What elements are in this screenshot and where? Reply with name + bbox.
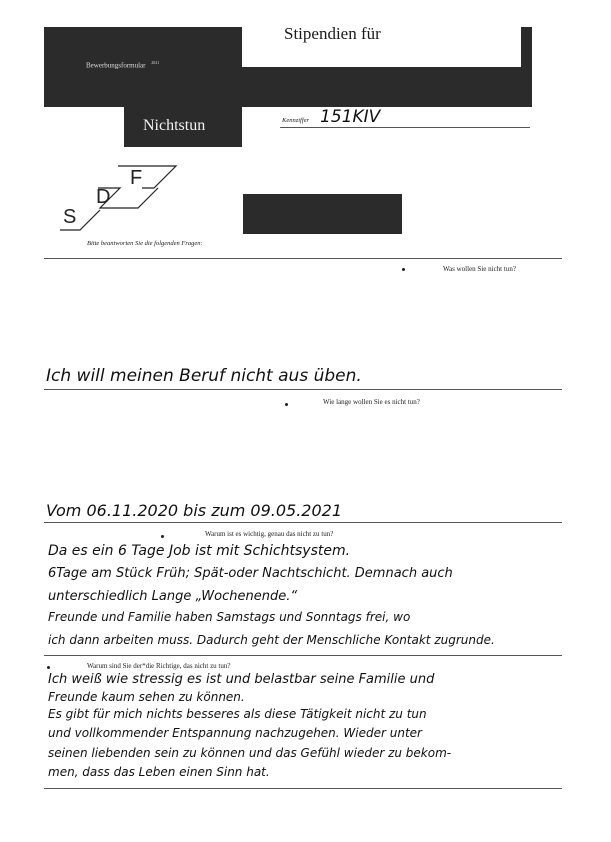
header-tab-right (521, 27, 532, 67)
logo-letter-s: S (63, 206, 77, 228)
answer-4-line-3: Es gibt für mich nichts besseres als diese Tätigkeit nicht zu tun (48, 707, 427, 721)
id-value: 151KIV (320, 107, 381, 127)
answer-4-line-1: Ich weiß wie stressig es ist und belastbar seine Familie und (48, 672, 435, 687)
answer-line (44, 788, 562, 789)
answer-4-line-6: men, dass das Leben einen Sinn hat. (48, 765, 270, 779)
redaction-block (243, 194, 402, 234)
sdf-logo (60, 160, 190, 240)
id-label: Kennziffer (282, 117, 310, 124)
logo-letter-f: F (130, 167, 143, 189)
question-4: Warum sind Sie der*die Richtige, das nicht zu tun? (87, 662, 231, 670)
answer-2-line-1: Vom 06.11.2020 bis zum 09.05.2021 (46, 501, 343, 520)
bullet (161, 535, 164, 538)
bullet (285, 403, 288, 406)
answer-line (44, 522, 562, 523)
answer-3-line-3: unterschiedlich Lange „Wochenende.“ (48, 589, 298, 604)
answer-line (44, 655, 562, 656)
answer-3-line-1: Da es ein 6 Tage Job ist mit Schichtsystem. (48, 543, 351, 559)
question-1: Was wollen Sie nicht tun? (443, 265, 516, 273)
form-label: Bewerbungsformular $^{2021}$ (86, 60, 160, 70)
header-block-right (242, 67, 532, 107)
question-3: Warum ist es wichtig, genau das nicht zu tun? (205, 530, 334, 538)
question-2: Wie lange wollen Sie es nicht tun? (323, 398, 420, 406)
answer-3-line-5: ich dann arbeiten muss. Dadurch geht der Menschliche Kontakt zugrunde. (48, 633, 495, 647)
bullet (402, 268, 405, 271)
intro-text: Bitte beantworten Sie die folgenden Fragen: (87, 240, 203, 247)
divider (44, 258, 562, 259)
answer-line (44, 389, 562, 390)
form-year: 2021 (151, 60, 160, 65)
bullet (47, 666, 50, 669)
answer-3-line-4: Freunde und Familie haben Samstags und Sonntags frei, wo (48, 610, 411, 624)
answer-4-line-5: seinen liebenden sein zu können und das Gefühl wieder zu bekom- (48, 746, 452, 760)
answer-4-line-4: und vollkommender Entspannung nachzugehen. Wieder unter (48, 726, 422, 740)
logo-lines (60, 166, 176, 230)
answer-3-line-2: 6Tage am Stück Früh; Spät-oder Nachtschicht. Demnach auch (48, 566, 453, 581)
id-underline (280, 127, 530, 128)
answer-4-line-2: Freunde kaum sehen zu können. (48, 690, 245, 704)
logo-letter-d: D (96, 186, 111, 208)
title-bottom: Nichtstun (143, 117, 206, 134)
answer-1-line-1: Ich will meinen Beruf nicht aus üben. (46, 366, 362, 386)
title-top: Stipendien für (284, 24, 381, 43)
